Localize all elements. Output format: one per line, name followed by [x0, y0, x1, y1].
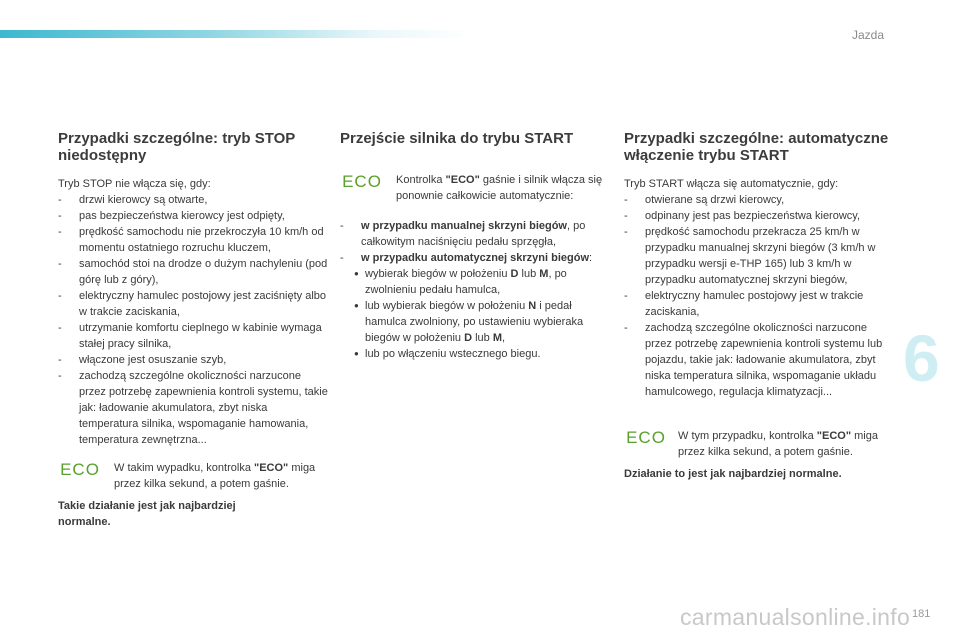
column-start-transition: [340, 130, 610, 362]
section-name: Jazda: [851, 28, 884, 42]
intro-text: Tryb STOP nie włącza się, gdy:: [58, 178, 211, 190]
list-item: - zachodzą szczególne okoliczności narzucone przez potrzebę zapewnienia kontroli systemu, takie jak: ładowanie akumulatora, zbyt niska temperatura silnika, wspomaganie hamowania, temperatura zewnętrzna...: [58, 368, 328, 448]
list-item: - elektryczny hamulec postojowy jest zaciśnięty albo w trakcie zaciskania,: [58, 288, 328, 320]
list-item: - zachodzą szczególne okoliczności narzucone przez potrzebę zapewnienia kontroli systemu lub pojazdu, takie jak: ładowanie akumulatora, zbyt niska temperatura silnika, wspomaganie układu hamulcowego, regulacja klimatyzacji...: [624, 320, 894, 400]
sub-list-item: ● lub wybierak biegów w położeniu N i pedał hamulca zwolniony, po ustawieniu wybieraka biegów w położeniu D lub M,: [354, 298, 610, 346]
eco-note-text: Kontrolka "ECO" gaśnie i silnik włącza się ponownie całkowicie automatycznie:: [396, 174, 603, 202]
start-condition-list: [340, 218, 610, 266]
column-stop-unavailable: [58, 130, 328, 530]
list-item: - odpinany jest pas bezpieczeństwa kierowcy,: [624, 208, 894, 224]
page-number: 181: [912, 608, 931, 620]
eco-note: [624, 428, 894, 460]
sub-list-item: ● lub po włączeniu wstecznego biegu.: [354, 346, 610, 362]
header-accent-bar: [0, 30, 470, 38]
list-item: - włączone jest osuszanie szyb,: [58, 352, 328, 368]
sub-list-item: ● wybierak biegów w położeniu D lub M, po zwolnieniu pedału hamulca,: [354, 266, 610, 298]
list-item: - samochód stoi na drodze o dużym nachyleniu (pod górę lub z góry),: [58, 256, 328, 288]
condition-list: [624, 192, 894, 400]
eco-note: [58, 460, 328, 492]
list-item: - w przypadku manualnej skrzyni biegów, po całkowitym naciśnięciu pedału sprzęgła,: [340, 218, 610, 250]
normal-operation-note: Działanie to jest jak najbardziej normalne.: [624, 468, 842, 480]
section-title: Przypadki szczególne: automatyczne włączenie trybu START: [624, 130, 889, 164]
eco-indicator-icon: [624, 428, 668, 446]
eco-indicator-icon: [58, 460, 102, 478]
list-item: - utrzymanie komfortu cieplnego w kabinie wymaga stałej pracy silnika,: [58, 320, 328, 352]
list-item: - elektryczny hamulec postojowy jest w trakcie zaciskania,: [624, 288, 894, 320]
section-title: Przejście silnika do trybu START: [340, 130, 574, 147]
eco-note-text: W tym przypadku, kontrolka "ECO" miga przez kilka sekund, a potem gaśnie.: [678, 430, 878, 458]
eco-note-text: W takim wypadku, kontrolka "ECO" miga przez kilka sekund, a potem gaśnie.: [114, 462, 316, 490]
list-item: - otwierane są drzwi kierowcy,: [624, 192, 894, 208]
eco-note: [340, 172, 610, 204]
list-item: - prędkość samochodu przekracza 25 km/h w przypadku manualnej skrzyni biegów (3 km/h w przypadku wersji e-THP 165) lub 3 km/h w przypadku automatycznej skrzyni biegów,: [624, 224, 894, 288]
list-item: - w przypadku automatycznej skrzyni biegów:: [340, 250, 610, 266]
chapter-number: 6: [903, 321, 940, 395]
condition-list: [58, 192, 328, 448]
normal-operation-note: Takie działanie jest jak najbardziej normalne.: [58, 500, 236, 528]
section-title: Przypadki szczególne: tryb STOP niedostępny: [58, 130, 296, 164]
intro-text: Tryb START włącza się automatycznie, gdy:: [624, 178, 839, 190]
automatic-gearbox-sublist: [340, 266, 610, 362]
svg-text:ECO: ECO: [626, 428, 666, 446]
list-item: - drzwi kierowcy są otwarte,: [58, 192, 328, 208]
eco-indicator-icon: [340, 172, 384, 190]
list-item: - prędkość samochodu nie przekroczyła 10 km/h od momentu ostatniego rozruchu kluczem,: [58, 224, 328, 256]
svg-text:ECO: ECO: [342, 172, 382, 190]
svg-text:ECO: ECO: [60, 460, 100, 478]
column-auto-start: [624, 130, 894, 482]
watermark: carmanualsonline.info: [680, 604, 911, 630]
list-item: - pas bezpieczeństwa kierowcy jest odpięty,: [58, 208, 328, 224]
